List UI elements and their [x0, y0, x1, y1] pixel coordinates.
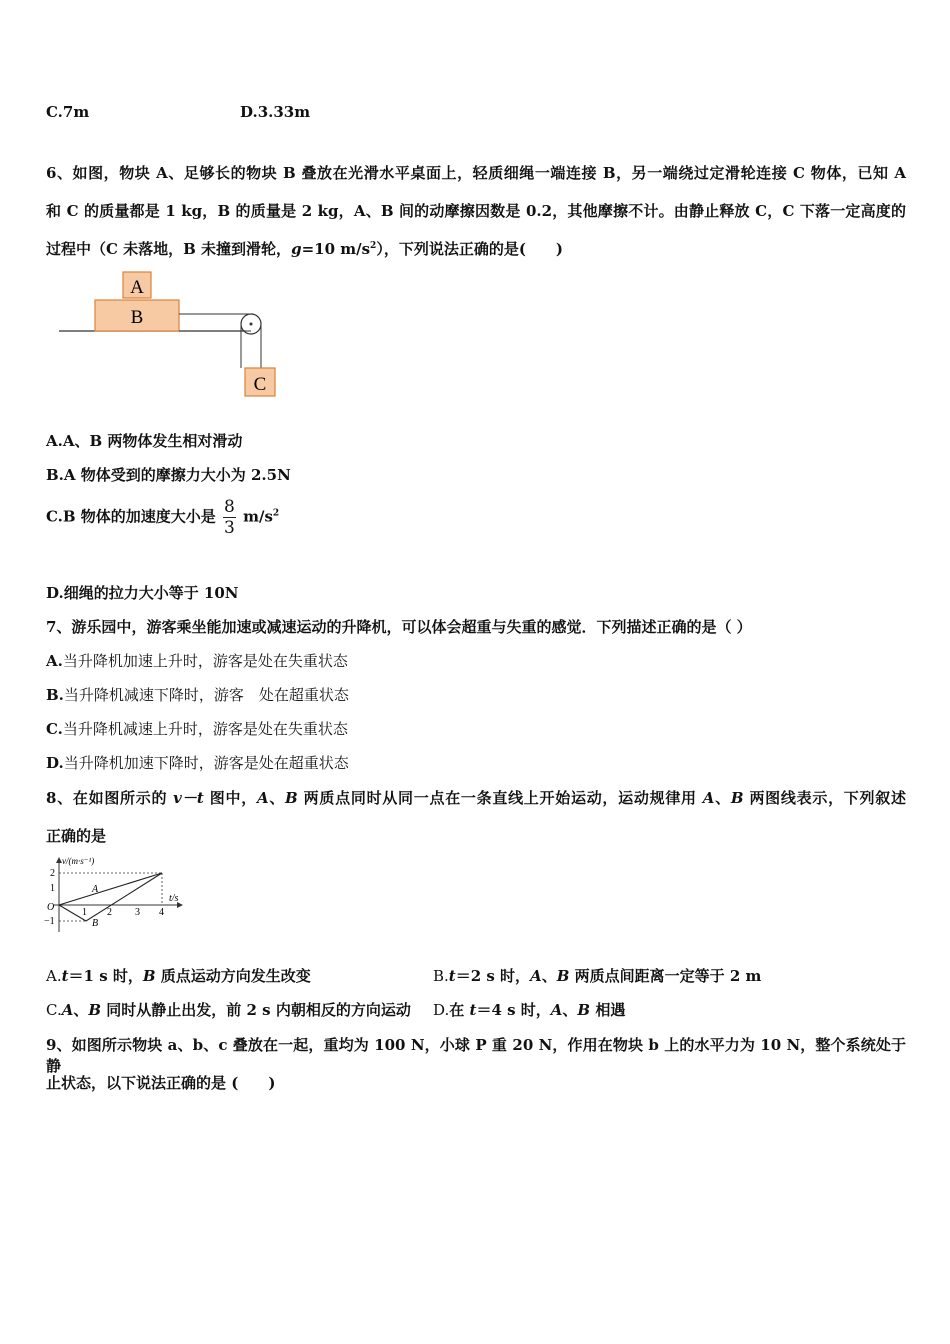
option-label: D. — [433, 1001, 450, 1019]
q8-t-symbol: t — [469, 1001, 477, 1019]
q7-option-d — [46, 752, 349, 773]
q6-g-symbol: g — [291, 240, 302, 258]
option-text: 当升降机加速上升时，游客是处在失重状态 — [62, 652, 348, 670]
q8-y-tick-minus1: −1 — [44, 916, 55, 927]
q8-option-b — [433, 965, 761, 986]
option-text: 在 — [449, 1001, 470, 1019]
q8-option-c — [46, 999, 411, 1020]
q6-option-a: A.A、B 两物体发生相对滑动 — [46, 432, 243, 450]
option-text: 当升降机减速上升时，游客是处在失重状态 — [62, 720, 348, 738]
q8-x-tick-4: 4 — [159, 907, 164, 918]
option-text: 当升降机减速下降时，游客 处在超重状态 — [63, 686, 349, 704]
option-text: 质点运动方向发生改变 — [155, 967, 311, 985]
q8-symbol-b: B — [556, 967, 570, 985]
q8-v-axis-label: v/(m·s⁻¹) — [62, 856, 95, 866]
q8-line-a — [59, 873, 162, 905]
q6-option-b: B.A 物体受到的摩擦力大小为 2.5N — [46, 466, 291, 484]
option-text: ＝4 s 时， — [476, 1001, 551, 1019]
option-text: 、 — [541, 967, 557, 985]
fraction-numerator: 8 — [224, 497, 235, 517]
q8-symbol-a: A — [550, 1001, 563, 1019]
q6-stem-line3-pre: 过程中（C 未落地，B 未撞到滑轮， — [46, 240, 292, 258]
q6-g-value: =10 m/s — [301, 240, 371, 258]
q8-symbol-b: B — [577, 1001, 591, 1019]
prev-option-c: C.7m — [46, 103, 90, 121]
option-text: 同时从静止出发，前 2 s 内朝相反的方向运动 — [101, 1001, 411, 1019]
option-text: ＝2 s 时， — [455, 967, 531, 985]
q8-origin-label: O — [47, 902, 55, 913]
q8-vt-symbol: v－t — [173, 789, 204, 807]
q8-symbol-b: B — [285, 789, 298, 807]
fraction-denominator: 3 — [224, 518, 235, 538]
q9-stem-line1: 9、如图所示物块 a、b、c 叠放在一起，重均为 100 N，小球 P 重 20 N，作用在物块 b 上的水平力为 10 N，整个系统处于静 — [46, 1036, 906, 1075]
option-text: ＝1 s 时， — [68, 967, 143, 985]
q8-x-tick-2: 2 — [107, 907, 112, 918]
q6-option-c-unit: m/s — [243, 507, 273, 526]
q8-text: 两质点同时从同一点在一条直线上开始运动，运动规律用 — [297, 789, 703, 807]
option-label: B. — [46, 686, 64, 704]
q8-symbol-b: B — [142, 967, 156, 985]
q8-x-tick-1: 1 — [82, 907, 87, 918]
q6-option-c-text: C.B 物体的加速度大小是 — [46, 507, 216, 526]
q8-text: 、 — [268, 789, 286, 807]
q8-symbol-b: B — [730, 789, 744, 807]
prev-option-d: D.3.33m — [240, 103, 311, 121]
q8-t-symbol: t — [448, 967, 456, 985]
option-label: A. — [46, 967, 62, 985]
q8-option-a — [46, 965, 311, 986]
q6-stem-line3 — [46, 238, 563, 259]
option-text: 、 — [562, 1001, 578, 1019]
q7-option-a — [46, 650, 348, 671]
option-label: C. — [46, 720, 63, 738]
option-label: D. — [46, 754, 64, 772]
q8-line-b-label: B — [92, 918, 99, 929]
q6-block-c-label: C — [253, 374, 267, 395]
q8-vt-graph — [42, 852, 192, 938]
q8-symbol-b: B — [88, 1001, 102, 1019]
q8-line-a-label: A — [92, 884, 99, 895]
q6-option-c — [46, 497, 279, 538]
q8-symbol-a: A — [530, 967, 542, 985]
q8-t-axis-label: t/s — [169, 893, 179, 904]
q8-text: 图中， — [203, 789, 257, 807]
q8-symbol-a: A — [61, 1001, 74, 1019]
option-text: 两质点间距离一定等于 2 m — [569, 967, 762, 985]
q8-y-tick-2: 2 — [50, 868, 55, 879]
q6-option-c-unit-exponent: 2 — [272, 508, 280, 519]
q6-stem-line2: 和 C 的质量都是 1 kg，B 的质量是 2 kg，A、B 间的动摩擦因数是 0.2，其他摩擦不计。由静止释放 C，C 下落一定高度的 — [46, 202, 906, 220]
q6-option-c-fraction — [223, 497, 236, 538]
q6-figure — [55, 268, 285, 400]
q8-t-symbol: t — [61, 967, 69, 985]
q6-pulley-axle — [250, 323, 253, 326]
q7-option-b — [46, 684, 349, 705]
q6-stem-line1: 6、如图，物块 A、足够长的物块 B 叠放在光滑水平桌面上，轻质细绳一端连接 B，另一端绕过定滑轮连接 C 物体，已知 A — [46, 164, 906, 182]
q8-stem-line2: 正确的是 — [46, 827, 107, 845]
q6-stem-line3-post: ），下列说法正确的是( ) — [376, 240, 564, 258]
q8-text: 、 — [714, 789, 731, 807]
option-text: 、 — [73, 1001, 89, 1019]
q8-stem-line1 — [46, 787, 906, 808]
q8-option-d — [433, 999, 625, 1020]
option-text: 当升降机加速下降时，游客是处在超重状态 — [63, 754, 349, 772]
q6-option-d: D.细绳的拉力大小等于 10N — [46, 584, 239, 602]
q8-text: 两图线表示，下列叙述 — [743, 789, 906, 807]
q6-g-exponent: 2 — [370, 241, 377, 251]
q6-block-a-label: A — [130, 277, 144, 298]
q7-stem: 7、游乐园中，游客乘坐能加速或减速运动的升降机，可以体会超重与失重的感觉．下列描述正确的是（ ） — [46, 618, 752, 636]
option-text: 相遇 — [590, 1001, 626, 1019]
q8-symbol-a: A — [256, 789, 269, 807]
q6-block-b-label: B — [130, 307, 144, 328]
option-label: A. — [46, 652, 63, 670]
q9-stem-line2: 止状态，以下说法正确的是 ( ) — [46, 1074, 276, 1092]
q7-option-c — [46, 718, 348, 739]
option-label: C. — [46, 1001, 62, 1019]
q8-text: 8、在如图所示的 — [46, 789, 174, 807]
q8-x-tick-3: 3 — [135, 907, 140, 918]
q8-symbol-a: A — [702, 789, 715, 807]
option-label: B. — [433, 967, 449, 985]
q8-y-tick-1: 1 — [50, 883, 55, 894]
